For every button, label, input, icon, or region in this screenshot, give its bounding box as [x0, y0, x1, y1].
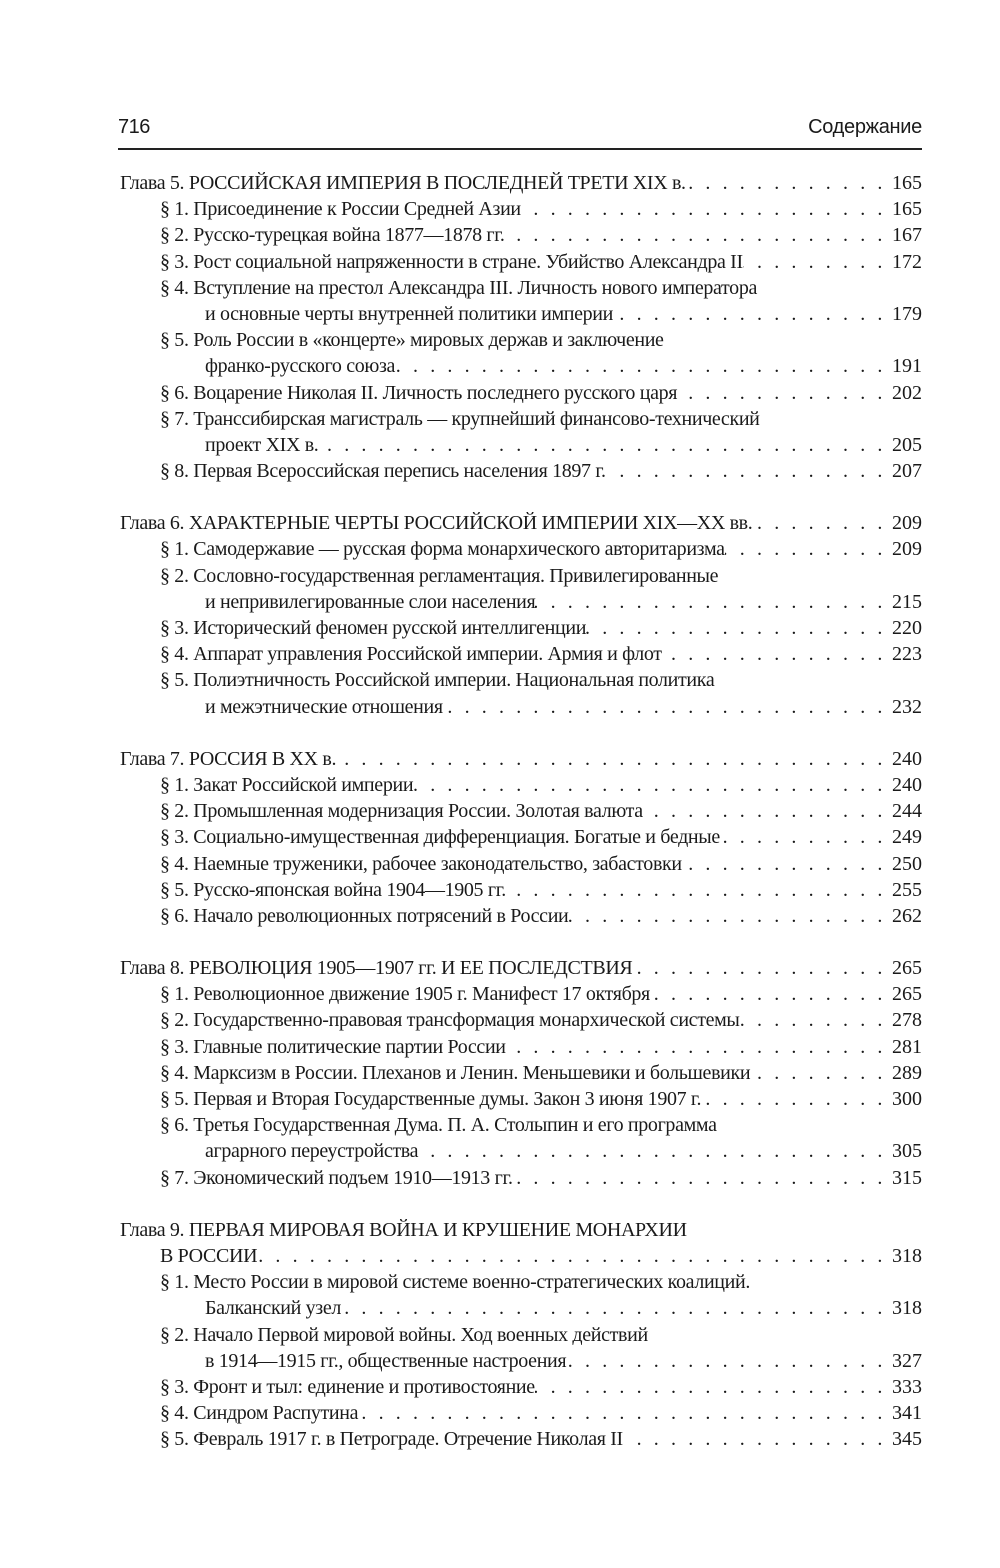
entry-title: § 4. Марксизм в России. Плеханов и Ленин. Меньшевики и большевики [160, 1061, 751, 1084]
dot-leader [613, 301, 890, 327]
entry-title: Глава 8. РЕВОЛЮЦИЯ 1905—1907 гг. И ЕЕ ПОСЛЕДСТВИЯ [120, 957, 633, 980]
section-entry[interactable] [120, 641, 922, 667]
page-ref: 209 [892, 512, 922, 535]
entry-line [120, 458, 922, 484]
page-ref: 318 [892, 1244, 922, 1267]
dot-leader [568, 903, 890, 929]
entry-title: Глава 5. РОССИЙСКАЯ ИМПЕРИЯ В ПОСЛЕДНЕЙ ТРЕТИ XIX в. [120, 172, 686, 194]
entry-line [120, 851, 922, 877]
section-entry[interactable] [120, 1086, 922, 1112]
entry-line [120, 1322, 922, 1348]
page-ref: 220 [892, 617, 922, 639]
page-ref: 265 [892, 957, 922, 980]
dot-leader [677, 380, 890, 406]
entry-line [120, 432, 922, 458]
entry-line [120, 1243, 922, 1269]
entry-title: в 1914—1915 гг., общественные настроения [205, 1349, 567, 1372]
entry-line [120, 981, 922, 1007]
entry-title: Балканский узел [205, 1297, 342, 1320]
dot-leader [513, 1165, 890, 1191]
entry-title: § 3. Рост социальной напряженности в стране. Убийство Александра II [160, 250, 743, 273]
section-entry[interactable] [120, 851, 922, 877]
entry-line [120, 641, 922, 667]
page-ref: 240 [892, 773, 922, 796]
page-ref: 165 [892, 172, 922, 194]
dot-leader [535, 1374, 890, 1400]
page-number: 716 [118, 116, 150, 138]
entry-title: § 5. Роль России в «концерте» мировых держав и заключение [160, 329, 664, 352]
dot-leader [720, 824, 890, 850]
section-entry[interactable] [120, 249, 922, 275]
page-ref: 300 [892, 1088, 922, 1110]
page-ref: 215 [892, 590, 922, 613]
entry-line [120, 772, 922, 798]
entry-line [120, 406, 922, 432]
page-ref: 318 [892, 1297, 922, 1320]
dot-leader [341, 1295, 890, 1321]
entry-title: Глава 7. РОССИЯ В XX в. [120, 747, 337, 770]
entry-line [120, 353, 922, 379]
dot-leader [643, 798, 890, 824]
chapter-block [120, 746, 922, 929]
entry-title: и межэтнические отношения [205, 695, 443, 718]
section-entry[interactable] [120, 1034, 922, 1060]
dot-leader [650, 981, 890, 1007]
page-ref: 305 [892, 1140, 922, 1163]
section-entry[interactable] [120, 667, 922, 719]
dot-leader [418, 1138, 890, 1164]
page-ref: 202 [892, 381, 922, 404]
section-entry[interactable] [120, 536, 922, 562]
page-ref: 232 [892, 695, 922, 718]
section-entry[interactable] [120, 222, 922, 248]
entry-line [120, 249, 922, 275]
entry-line [120, 667, 922, 693]
dot-leader [521, 196, 890, 222]
entry-title: проект XIX в. [205, 433, 319, 456]
section-entry[interactable] [120, 1165, 922, 1191]
entry-title: § 7. Экономический подъем 1910—1913 гг. [160, 1166, 513, 1189]
entry-title: § 4. Синдром Распутина [160, 1402, 359, 1425]
page-ref: 167 [892, 224, 922, 247]
entry-title: § 7. Транссибирская магистраль — крупнейший финансово-технический [160, 407, 760, 430]
dot-leader [443, 694, 890, 720]
section-entry[interactable] [120, 380, 922, 406]
section-entry[interactable] [120, 563, 922, 615]
chapter-block [120, 510, 922, 720]
dot-leader [395, 353, 890, 379]
entry-title: § 5. Полиэтничность Российской империи. Национальная политика [160, 669, 715, 692]
entry-line [120, 746, 922, 772]
entry-title: § 2. Сословно-государственная регламентация. Привилегированные [160, 564, 719, 587]
entry-title: § 3. Исторический феномен русской интеллигенции [160, 617, 587, 639]
entry-line [120, 327, 922, 353]
dot-leader [413, 772, 890, 798]
chapter-block [120, 1217, 922, 1453]
entry-line [120, 955, 922, 981]
section-entry[interactable] [120, 1426, 922, 1452]
entry-title: Глава 9. ПЕРВАЯ МИРОВАЯ ВОЙНА И КРУШЕНИЕ МОНАРХИИ [120, 1218, 687, 1241]
running-header [118, 112, 922, 150]
page-ref: 255 [892, 878, 922, 901]
entry-title: § 1. Присоединение к России Средней Азии [160, 198, 521, 221]
page-ref: 209 [892, 538, 922, 561]
section-entry[interactable] [120, 327, 922, 379]
dot-leader [586, 615, 890, 641]
chapter-entry[interactable] [120, 170, 922, 196]
entry-line [120, 1426, 922, 1452]
dot-leader [750, 1060, 890, 1086]
page-ref: 207 [892, 460, 922, 483]
dot-leader [686, 170, 890, 196]
chapter-entry[interactable] [120, 510, 922, 536]
page-ref: 265 [892, 983, 922, 1006]
dot-leader [682, 851, 890, 877]
section-entry[interactable] [120, 458, 922, 484]
entry-line [120, 301, 922, 327]
section-entry[interactable] [120, 196, 922, 222]
entry-title: § 4. Аппарат управления Российской империи. Армия и флот [160, 643, 662, 666]
entry-title: франко-русского союза [205, 355, 396, 378]
page-ref: 345 [892, 1428, 922, 1451]
entry-title: § 3. Фронт и тыл: единение и противостояние [160, 1375, 535, 1398]
page-ref: 223 [892, 643, 922, 666]
entry-line [120, 1112, 922, 1138]
entry-line [120, 1165, 922, 1191]
section-entry[interactable] [120, 615, 922, 641]
entry-title: § 4. Наемные труженики, рабочее законодательство, забастовки [160, 852, 682, 875]
page-ref: 327 [892, 1349, 922, 1372]
entry-line [120, 1217, 922, 1243]
dot-leader [623, 1426, 890, 1452]
dot-leader [740, 1007, 890, 1033]
entry-line [120, 1138, 922, 1164]
section-entry[interactable] [120, 1400, 922, 1426]
page-ref: 278 [892, 1009, 922, 1032]
dot-leader [257, 1243, 890, 1269]
entry-line [120, 510, 922, 536]
section-entry[interactable] [120, 1112, 922, 1164]
entry-line [120, 380, 922, 406]
entry-line [120, 1086, 922, 1112]
page-ref: 281 [892, 1035, 922, 1058]
section-entry[interactable] [120, 1269, 922, 1321]
entry-title: § 4. Вступление на престол Александра III. Личность нового императора [160, 276, 758, 299]
entry-line [120, 877, 922, 903]
page-ref: 179 [892, 302, 922, 325]
dot-leader [535, 589, 890, 615]
entry-title: В РОССИИ [160, 1244, 258, 1267]
dot-leader [662, 641, 890, 667]
dot-leader [566, 1348, 890, 1374]
entry-line [120, 1295, 922, 1321]
entry-line [120, 798, 922, 824]
page-ref: 165 [892, 198, 922, 221]
dot-leader [358, 1400, 890, 1426]
entry-title: аграрного переустройства [205, 1140, 419, 1163]
section-entry[interactable] [120, 903, 922, 929]
chapter-entry[interactable] [120, 746, 922, 772]
entry-title: § 6. Начало революционных потрясений в России [160, 904, 569, 927]
entry-title: § 3. Главные политические партии России [160, 1035, 506, 1058]
page-ref: 205 [892, 433, 922, 456]
dot-leader [336, 746, 890, 772]
entry-line [120, 824, 922, 850]
entry-line [120, 615, 922, 641]
entry-title: § 1. Самодержавие — русская форма монархического авторитаризма [160, 538, 725, 561]
chapter-block [120, 955, 922, 1191]
running-title: Содержание [808, 116, 922, 138]
entry-line [120, 1007, 922, 1033]
page-ref: 250 [892, 852, 922, 875]
entry-line [120, 563, 922, 589]
dot-leader [506, 877, 890, 903]
dot-leader [752, 510, 890, 536]
page-ref: 262 [892, 904, 922, 927]
entry-title: § 8. Первая Всероссийская перепись населения 1897 г. [160, 460, 606, 483]
entry-title: § 2. Промышленная модернизация России. Золотая валюта [160, 800, 643, 823]
dot-leader [632, 955, 890, 981]
table-of-contents [120, 170, 922, 1478]
entry-line [120, 170, 922, 196]
section-entry[interactable] [120, 1060, 922, 1086]
dot-leader [505, 222, 890, 248]
section-entry[interactable] [120, 877, 922, 903]
section-entry[interactable] [120, 772, 922, 798]
dot-leader [318, 432, 890, 458]
entry-title: § 5. Февраль 1917 г. в Петрограде. Отречение Николая II [160, 1428, 623, 1451]
section-entry[interactable] [120, 824, 922, 850]
page-ref: 315 [892, 1166, 922, 1189]
dot-leader [506, 1034, 890, 1060]
page-ref: 341 [892, 1402, 922, 1425]
chapter-block [120, 170, 922, 484]
section-entry[interactable] [120, 406, 922, 458]
section-entry[interactable] [120, 1007, 922, 1033]
entry-line [120, 694, 922, 720]
chapter-entry[interactable] [120, 955, 922, 981]
entry-title: § 5. Русско-японская война 1904—1905 гг. [160, 878, 506, 901]
page-ref: 191 [892, 355, 922, 378]
section-entry[interactable] [120, 1374, 922, 1400]
entry-title: § 6. Третья Государственная Дума. П. А. Столыпин и его программа [160, 1114, 717, 1137]
entry-title: § 6. Воцарение Николая II. Личность последнего русского царя [160, 381, 678, 404]
page-ref: 240 [892, 747, 922, 770]
section-entry[interactable] [120, 1322, 922, 1374]
entry-line [120, 196, 922, 222]
entry-title: § 5. Первая и Вторая Государственные думы. Закон 3 июня 1907 г. [160, 1088, 702, 1110]
entry-title: § 1. Закат Российской империи [160, 773, 414, 796]
section-entry[interactable] [120, 981, 922, 1007]
page-ref: 333 [892, 1375, 922, 1398]
entry-line [120, 1034, 922, 1060]
entry-title: § 1. Место России в мировой системе военно-стратегических коалиций. [160, 1271, 751, 1294]
dot-leader [743, 249, 890, 275]
entry-title: и непривилегированные слои населения [205, 590, 536, 613]
entry-title: § 2. Начало Первой мировой войны. Ход военных действий [160, 1323, 648, 1346]
entry-title: § 2. Государственно-правовая трансформация монархической системы [160, 1009, 740, 1032]
page-ref: 244 [892, 800, 922, 823]
section-entry[interactable] [120, 275, 922, 327]
entry-line [120, 1400, 922, 1426]
dot-leader [725, 536, 890, 562]
entry-line [120, 275, 922, 301]
entry-line [120, 589, 922, 615]
entry-title: и основные черты внутренней политики империи [205, 302, 614, 325]
page-ref: 172 [892, 250, 922, 273]
section-entry[interactable] [120, 798, 922, 824]
entry-line [120, 1374, 922, 1400]
entry-line [120, 1269, 922, 1295]
entry-line [120, 903, 922, 929]
entry-line [120, 1060, 922, 1086]
entry-title: § 3. Социально-имущественная дифференциация. Богатые и бедные [160, 826, 720, 849]
dot-leader [701, 1086, 890, 1112]
entry-line [120, 1348, 922, 1374]
entry-line [120, 536, 922, 562]
entry-title: § 1. Революционное движение 1905 г. Манифест 17 октября [160, 983, 650, 1006]
page-ref: 249 [892, 826, 922, 849]
chapter-entry[interactable] [120, 1217, 922, 1269]
entry-line [120, 222, 922, 248]
page-ref: 289 [892, 1061, 922, 1084]
entry-title: § 2. Русско-турецкая война 1877—1878 гг. [160, 224, 505, 247]
entry-title: Глава 6. ХАРАКТЕРНЫЕ ЧЕРТЫ РОССИЙСКОЙ ИМПЕРИИ XIX—XX вв. [120, 512, 753, 535]
dot-leader [606, 458, 890, 484]
